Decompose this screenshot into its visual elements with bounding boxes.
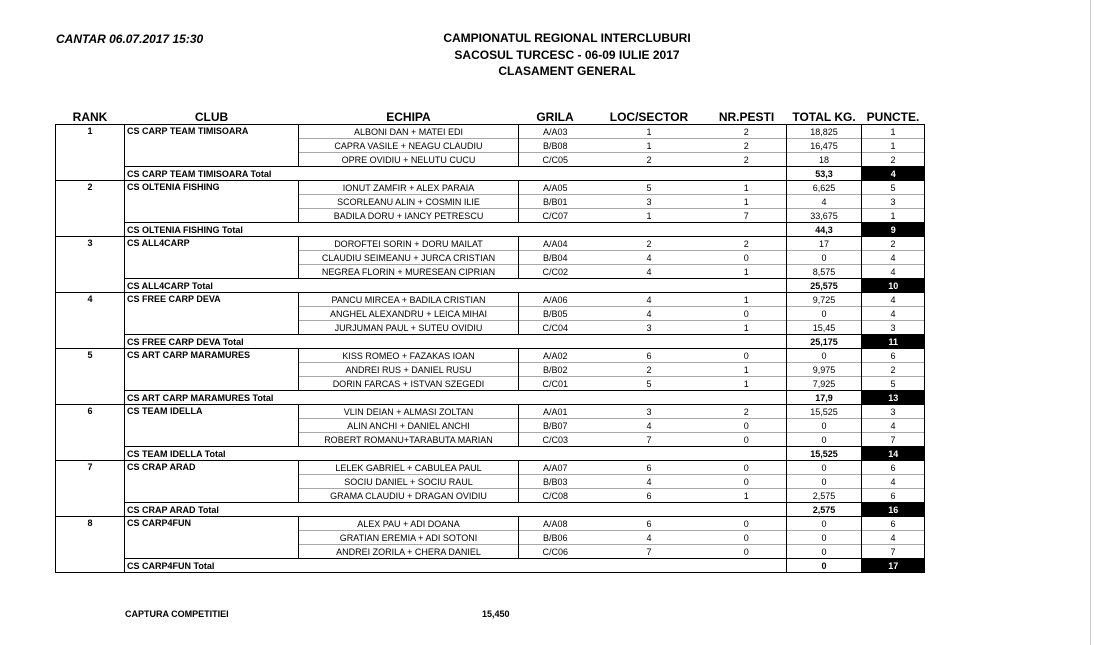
team-puncte: 6	[862, 489, 925, 503]
team-grila: A/A05	[519, 181, 592, 195]
col-header-echipa: ECHIPA	[386, 110, 431, 124]
team-puncte: 4	[862, 265, 925, 279]
team-total-kg: 2,575	[787, 489, 862, 503]
team-row	[56, 181, 925, 195]
team-row	[56, 461, 925, 475]
team-loc-sector: 4	[592, 307, 707, 321]
team-total-kg: 9,975	[787, 363, 862, 377]
team-total-kg: 7,925	[787, 377, 862, 391]
team-loc-sector: 4	[592, 419, 707, 433]
team-puncte: 4	[862, 251, 925, 265]
team-nr-pesti: 1	[707, 321, 787, 335]
team-total-kg: 0	[787, 531, 862, 545]
team-name: GRAMA CLAUDIU + DRAGAN OVIDIU	[299, 489, 519, 503]
team-name: ALBONI DAN + MATEI EDI	[299, 125, 519, 139]
team-total-kg: 15,525	[787, 405, 862, 419]
team-puncte: 6	[862, 349, 925, 363]
team-loc-sector: 3	[592, 405, 707, 419]
team-nr-pesti: 2	[707, 125, 787, 139]
team-grila: A/A06	[519, 293, 592, 307]
team-grila: C/C08	[519, 489, 592, 503]
team-nr-pesti: 0	[707, 545, 787, 559]
team-puncte: 5	[862, 377, 925, 391]
team-loc-sector: 7	[592, 433, 707, 447]
team-grila: A/A07	[519, 461, 592, 475]
team-name: SOCIU DANIEL + SOCIU RAUL	[299, 475, 519, 489]
team-nr-pesti: 0	[707, 251, 787, 265]
club-total-label: CS CARP TEAM TIMISOARA Total	[125, 167, 787, 181]
club-total-points: 16	[862, 503, 925, 517]
team-nr-pesti: 0	[707, 475, 787, 489]
club-rank: 2	[56, 181, 125, 223]
club-total-points: 10	[862, 279, 925, 293]
team-nr-pesti: 1	[707, 363, 787, 377]
team-nr-pesti: 1	[707, 195, 787, 209]
team-name: DOROFTEI SORIN + DORU MAILAT	[299, 237, 519, 251]
team-name: BADILA DORU + IANCY PETRESCU	[299, 209, 519, 223]
team-row	[56, 293, 925, 307]
col-header-total-kg: TOTAL KG.	[792, 110, 856, 124]
team-nr-pesti: 2	[707, 139, 787, 153]
club-total-kg: 44,3	[787, 223, 862, 237]
standings-table	[55, 93, 925, 573]
team-grila: C/C04	[519, 321, 592, 335]
team-loc-sector: 5	[592, 181, 707, 195]
team-name: JURJUMAN PAUL + SUTEU OVIDIU	[299, 321, 519, 335]
team-loc-sector: 7	[592, 545, 707, 559]
team-loc-sector: 4	[592, 251, 707, 265]
team-grila: C/C02	[519, 265, 592, 279]
team-nr-pesti: 2	[707, 153, 787, 167]
club-total-spacer	[56, 391, 125, 405]
team-nr-pesti: 1	[707, 265, 787, 279]
team-grila: C/C07	[519, 209, 592, 223]
club-name: CS CRAP ARAD	[125, 461, 299, 503]
club-total-points: 14	[862, 447, 925, 461]
club-total-kg: 25,575	[787, 279, 862, 293]
club-name: CS FREE CARP DEVA	[125, 293, 299, 335]
team-name: CLAUDIU SEIMEANU + JURCA CRISTIAN	[299, 251, 519, 265]
team-grila: B/B07	[519, 419, 592, 433]
team-nr-pesti: 0	[707, 433, 787, 447]
club-total-label: CS FREE CARP DEVA Total	[125, 335, 787, 349]
club-name: CS TEAM IDELLA	[125, 405, 299, 447]
title-event: SACOSUL TURCESC - 06-09 IULIE 2017	[454, 47, 680, 62]
team-grila: A/A04	[519, 237, 592, 251]
team-puncte: 7	[862, 545, 925, 559]
team-nr-pesti: 1	[707, 293, 787, 307]
club-total-kg: 25,175	[787, 335, 862, 349]
club-name: CS CARP4FUN	[125, 517, 299, 559]
team-loc-sector: 4	[592, 293, 707, 307]
team-loc-sector: 3	[592, 195, 707, 209]
team-puncte: 1	[862, 209, 925, 223]
team-row	[56, 405, 925, 419]
club-total-row	[56, 335, 925, 349]
team-puncte: 2	[862, 237, 925, 251]
team-total-kg: 0	[787, 461, 862, 475]
club-total-row	[56, 447, 925, 461]
team-loc-sector: 4	[592, 265, 707, 279]
team-puncte: 4	[862, 531, 925, 545]
team-puncte: 5	[862, 181, 925, 195]
team-loc-sector: 2	[592, 363, 707, 377]
club-total-kg: 0	[787, 559, 862, 573]
team-total-kg: 0	[787, 251, 862, 265]
total-catch-value: 15,450	[482, 609, 510, 619]
club-total-label: CS OLTENIA FISHING Total	[125, 223, 787, 237]
club-total-points: 11	[862, 335, 925, 349]
team-name: ANGHEL ALEXANDRU + LEICA MIHAI	[299, 307, 519, 321]
team-nr-pesti: 2	[707, 405, 787, 419]
team-loc-sector: 5	[592, 377, 707, 391]
club-name: CS OLTENIA FISHING	[125, 181, 299, 223]
team-grila: A/A02	[519, 349, 592, 363]
club-total-spacer	[56, 447, 125, 461]
team-grila: B/B01	[519, 195, 592, 209]
team-total-kg: 15,45	[787, 321, 862, 335]
total-catch-label: CAPTURA COMPETITIEI	[125, 609, 229, 619]
team-name: VLIN DEIAN + ALMASI ZOLTAN	[299, 405, 519, 419]
team-loc-sector: 1	[592, 125, 707, 139]
team-name: IONUT ZAMFIR + ALEX PARAIA	[299, 181, 519, 195]
team-row	[56, 237, 925, 251]
team-grila: A/A08	[519, 517, 592, 531]
col-header-club: CLUB	[194, 110, 229, 124]
team-loc-sector: 6	[592, 517, 707, 531]
team-name: SCORLEANU ALIN + COSMIN ILIE	[299, 195, 519, 209]
club-rank: 3	[56, 237, 125, 279]
club-total-kg: 2,575	[787, 503, 862, 517]
team-name: GRATIAN EREMIA + ADI SOTONI	[299, 531, 519, 545]
team-name: ROBERT ROMANU+TARABUTA MARIAN	[299, 433, 519, 447]
team-loc-sector: 6	[592, 349, 707, 363]
club-rank: 4	[56, 293, 125, 335]
team-total-kg: 0	[787, 307, 862, 321]
club-rank: 5	[56, 349, 125, 391]
club-total-points: 13	[862, 391, 925, 405]
col-header-grila: GRILA	[536, 110, 574, 124]
team-name: OPRE OVIDIU + NELUTU CUCU	[299, 153, 519, 167]
team-puncte: 3	[862, 405, 925, 419]
club-name: CS ALL4CARP	[125, 237, 299, 279]
team-grila: C/C03	[519, 433, 592, 447]
team-grila: B/B08	[519, 139, 592, 153]
team-puncte: 6	[862, 517, 925, 531]
club-total-kg: 17,9	[787, 391, 862, 405]
club-total-spacer	[56, 335, 125, 349]
club-name: CS ART CARP MARAMURES	[125, 349, 299, 391]
team-total-kg: 0	[787, 349, 862, 363]
team-loc-sector: 2	[592, 237, 707, 251]
team-nr-pesti: 1	[707, 377, 787, 391]
team-loc-sector: 2	[592, 153, 707, 167]
header-row	[56, 93, 925, 125]
team-nr-pesti: 0	[707, 531, 787, 545]
team-name: CAPRA VASILE + NEAGU CLAUDIU	[299, 139, 519, 153]
club-total-label: CS TEAM IDELLA Total	[125, 447, 787, 461]
team-grila: A/A03	[519, 125, 592, 139]
team-grila: B/B06	[519, 531, 592, 545]
team-total-kg: 8,575	[787, 265, 862, 279]
team-puncte: 1	[862, 139, 925, 153]
team-nr-pesti: 0	[707, 517, 787, 531]
club-rank: 8	[56, 517, 125, 559]
team-nr-pesti: 1	[707, 489, 787, 503]
club-total-label: CS CRAP ARAD Total	[125, 503, 787, 517]
club-rank: 7	[56, 461, 125, 503]
club-total-points: 17	[862, 559, 925, 573]
team-total-kg: 18,825	[787, 125, 862, 139]
team-name: NEGREA FLORIN + MURESEAN CIPRIAN	[299, 265, 519, 279]
team-name: LELEK GABRIEL + CABULEA PAUL	[299, 461, 519, 475]
team-grila: A/A01	[519, 405, 592, 419]
team-grila: B/B04	[519, 251, 592, 265]
col-header-puncte: PUNCTE.	[866, 110, 920, 124]
team-puncte: 3	[862, 321, 925, 335]
team-grila: C/C01	[519, 377, 592, 391]
team-name: ALIN ANCHI + DANIEL ANCHI	[299, 419, 519, 433]
club-total-label: CS CARP4FUN Total	[125, 559, 787, 573]
page-edge-divider	[1090, 0, 1091, 645]
team-grila: B/B02	[519, 363, 592, 377]
club-total-spacer	[56, 167, 125, 181]
team-total-kg: 6,625	[787, 181, 862, 195]
team-loc-sector: 4	[592, 475, 707, 489]
team-nr-pesti: 0	[707, 349, 787, 363]
weigh-in-timestamp: CANTAR 06.07.2017 15:30	[56, 32, 204, 46]
document-title	[400, 30, 734, 80]
club-total-spacer	[56, 279, 125, 293]
team-total-kg: 4	[787, 195, 862, 209]
team-total-kg: 9,725	[787, 293, 862, 307]
club-total-row	[56, 503, 925, 517]
team-loc-sector: 6	[592, 461, 707, 475]
team-name: KISS ROMEO + FAZAKAS IOAN	[299, 349, 519, 363]
club-total-label: CS ALL4CARP Total	[125, 279, 787, 293]
team-loc-sector: 3	[592, 321, 707, 335]
team-nr-pesti: 2	[707, 237, 787, 251]
title-championship: CAMPIONATUL REGIONAL INTERCLUBURI	[443, 31, 691, 45]
club-total-kg: 53,3	[787, 167, 862, 181]
team-loc-sector: 1	[592, 139, 707, 153]
club-total-label: CS ART CARP MARAMURES Total	[125, 391, 787, 405]
club-total-spacer	[56, 503, 125, 517]
club-total-kg: 15,525	[787, 447, 862, 461]
team-loc-sector: 4	[592, 531, 707, 545]
col-header-loc-sector: LOC/SECTOR	[609, 110, 689, 124]
club-total-row	[56, 391, 925, 405]
club-total-spacer	[56, 223, 125, 237]
team-total-kg: 33,675	[787, 209, 862, 223]
col-header-nr-pesti: NR.PESTI	[718, 110, 775, 124]
team-puncte: 6	[862, 461, 925, 475]
team-name: ALEX PAU + ADI DOANA	[299, 517, 519, 531]
team-total-kg: 0	[787, 433, 862, 447]
team-total-kg: 16,475	[787, 139, 862, 153]
team-total-kg: 0	[787, 517, 862, 531]
team-puncte: 4	[862, 475, 925, 489]
team-puncte: 1	[862, 125, 925, 139]
team-row	[56, 517, 925, 531]
team-nr-pesti: 0	[707, 461, 787, 475]
team-nr-pesti: 0	[707, 419, 787, 433]
club-total-points: 9	[862, 223, 925, 237]
team-total-kg: 0	[787, 545, 862, 559]
club-name: CS CARP TEAM TIMISOARA	[125, 125, 299, 167]
team-puncte: 4	[862, 293, 925, 307]
team-total-kg: 0	[787, 475, 862, 489]
team-puncte: 2	[862, 153, 925, 167]
team-total-kg: 17	[787, 237, 862, 251]
team-total-kg: 18	[787, 153, 862, 167]
team-puncte: 4	[862, 307, 925, 321]
club-rank: 6	[56, 405, 125, 447]
club-total-points: 4	[862, 167, 925, 181]
team-grila: C/C06	[519, 545, 592, 559]
team-loc-sector: 6	[592, 489, 707, 503]
team-name: ANDREI RUS + DANIEL RUSU	[299, 363, 519, 377]
team-name: PANCU MIRCEA + BADILA CRISTIAN	[299, 293, 519, 307]
team-puncte: 2	[862, 363, 925, 377]
team-nr-pesti: 1	[707, 181, 787, 195]
col-header-rank: RANK	[72, 110, 108, 124]
team-grila: B/B03	[519, 475, 592, 489]
team-puncte: 4	[862, 419, 925, 433]
team-name: DORIN FARCAS + ISTVAN SZEGEDI	[299, 377, 519, 391]
team-grila: B/B05	[519, 307, 592, 321]
team-row	[56, 349, 925, 363]
team-grila: C/C05	[519, 153, 592, 167]
team-loc-sector: 1	[592, 209, 707, 223]
team-nr-pesti: 0	[707, 307, 787, 321]
title-ranking: CLASAMENT GENERAL	[498, 64, 636, 78]
team-puncte: 7	[862, 433, 925, 447]
club-total-row	[56, 223, 925, 237]
team-total-kg: 0	[787, 419, 862, 433]
team-puncte: 3	[862, 195, 925, 209]
team-name: ANDREI ZORILA + CHERA DANIEL	[299, 545, 519, 559]
club-total-row	[56, 559, 925, 573]
team-nr-pesti: 7	[707, 209, 787, 223]
club-total-row	[56, 279, 925, 293]
club-total-row	[56, 167, 925, 181]
club-total-spacer	[56, 559, 125, 573]
team-row	[56, 125, 925, 139]
club-rank: 1	[56, 125, 125, 167]
